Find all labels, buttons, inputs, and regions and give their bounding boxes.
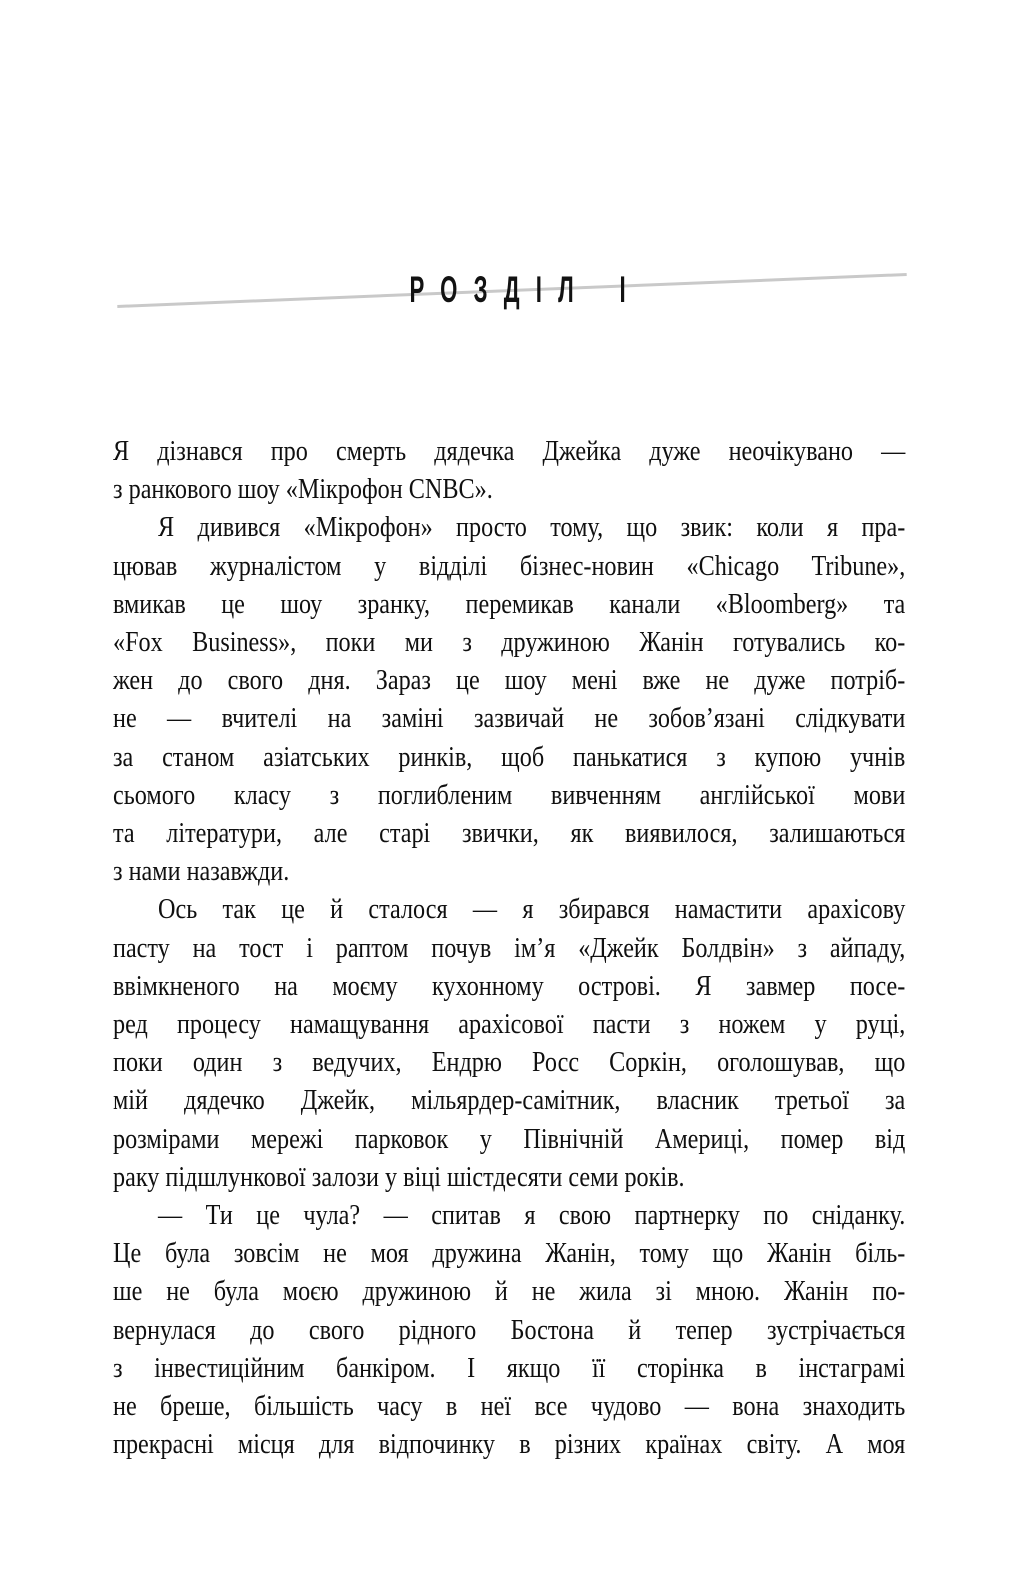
- text-line: з ранкового шоу «Мікрофон CNBC».: [113, 473, 493, 506]
- text-line: ввімкненого на моєму кухонному острові. Я завмер посе-: [113, 969, 906, 1002]
- text-line: вернулася до свого рідного Бостона й тепер зустрічається: [113, 1313, 906, 1346]
- text-line: пасту на тост і раптом почув ім’я «Джейк Болдвін» з айпаду,: [113, 931, 906, 964]
- text-line: розмірами мережі парковок у Північній Америці, помер від: [113, 1122, 906, 1155]
- text-line: ше не була моєю дружиною й не жила зі мною. Жанін по-: [113, 1275, 906, 1308]
- text-line: прекрасні місця для відпочинку в різних країнах світу. А моя: [113, 1428, 906, 1461]
- text-line: не — вчителі на заміні зазвичай не зобов’язані слідкувати: [113, 702, 906, 735]
- text-line: та літератури, але старі звички, як виявилося, залишаються: [113, 817, 906, 850]
- text-line: вмикав це шоу зранку, перемикав канали «Bloomberg» та: [113, 587, 906, 620]
- text-line: «Fox Business», поки ми з дружиною Жанін готувались ко-: [113, 626, 906, 659]
- body-text: [113, 432, 905, 1463]
- text-line: не бреше, більшість часу в неї все чудово — вона знаходить: [113, 1390, 906, 1423]
- text-line: Я дізнався про смерть дядечка Джейка дуже неочікувано —: [113, 435, 906, 467]
- text-line: Це була зовсім не моя дружина Жанін, тому що Жанін біль-: [113, 1237, 906, 1270]
- text-line: цював журналістом у відділі бізнес-новин «Chicago Tribune»,: [113, 549, 906, 582]
- text-line: жен до свого дня. Зараз це шоу мені вже не дуже потріб-: [113, 664, 906, 697]
- text-line: — Ти це чула? — спитав я свою партнерку по сніданку.: [158, 1199, 906, 1232]
- text-line: з інвестиційним банкіром. І якщо її сторінка в інстаграмі: [113, 1351, 906, 1384]
- chapter-heading-text: РОЗДІЛ І: [409, 269, 642, 310]
- text-line: Я дивився «Мікрофон» просто тому, що звик: коли я пра-: [158, 511, 906, 544]
- text-line: за станом азіатських ринків, щоб панькатися з купою учнів: [113, 740, 906, 773]
- text-line: поки один з ведучих, Ендрю Росс Соркін, оголошував, що: [113, 1046, 906, 1079]
- text-line: сьомого класу з поглибленим вивченням англійської мови: [113, 778, 906, 811]
- text-line: раку підшлункової залози у віці шістдесяти семи років.: [113, 1160, 685, 1193]
- text-line: Ось так це й сталося — я збирався намастити арахісову: [158, 893, 906, 926]
- text-line: мій дядечко Джейк, мільярдер-самітник, власник третьої за: [113, 1084, 906, 1117]
- text-line: з нами назавжди.: [113, 855, 290, 888]
- chapter-heading: [0, 270, 1024, 310]
- text-line: ред процесу намащування арахісової пасти з ножем у руці,: [113, 1008, 906, 1041]
